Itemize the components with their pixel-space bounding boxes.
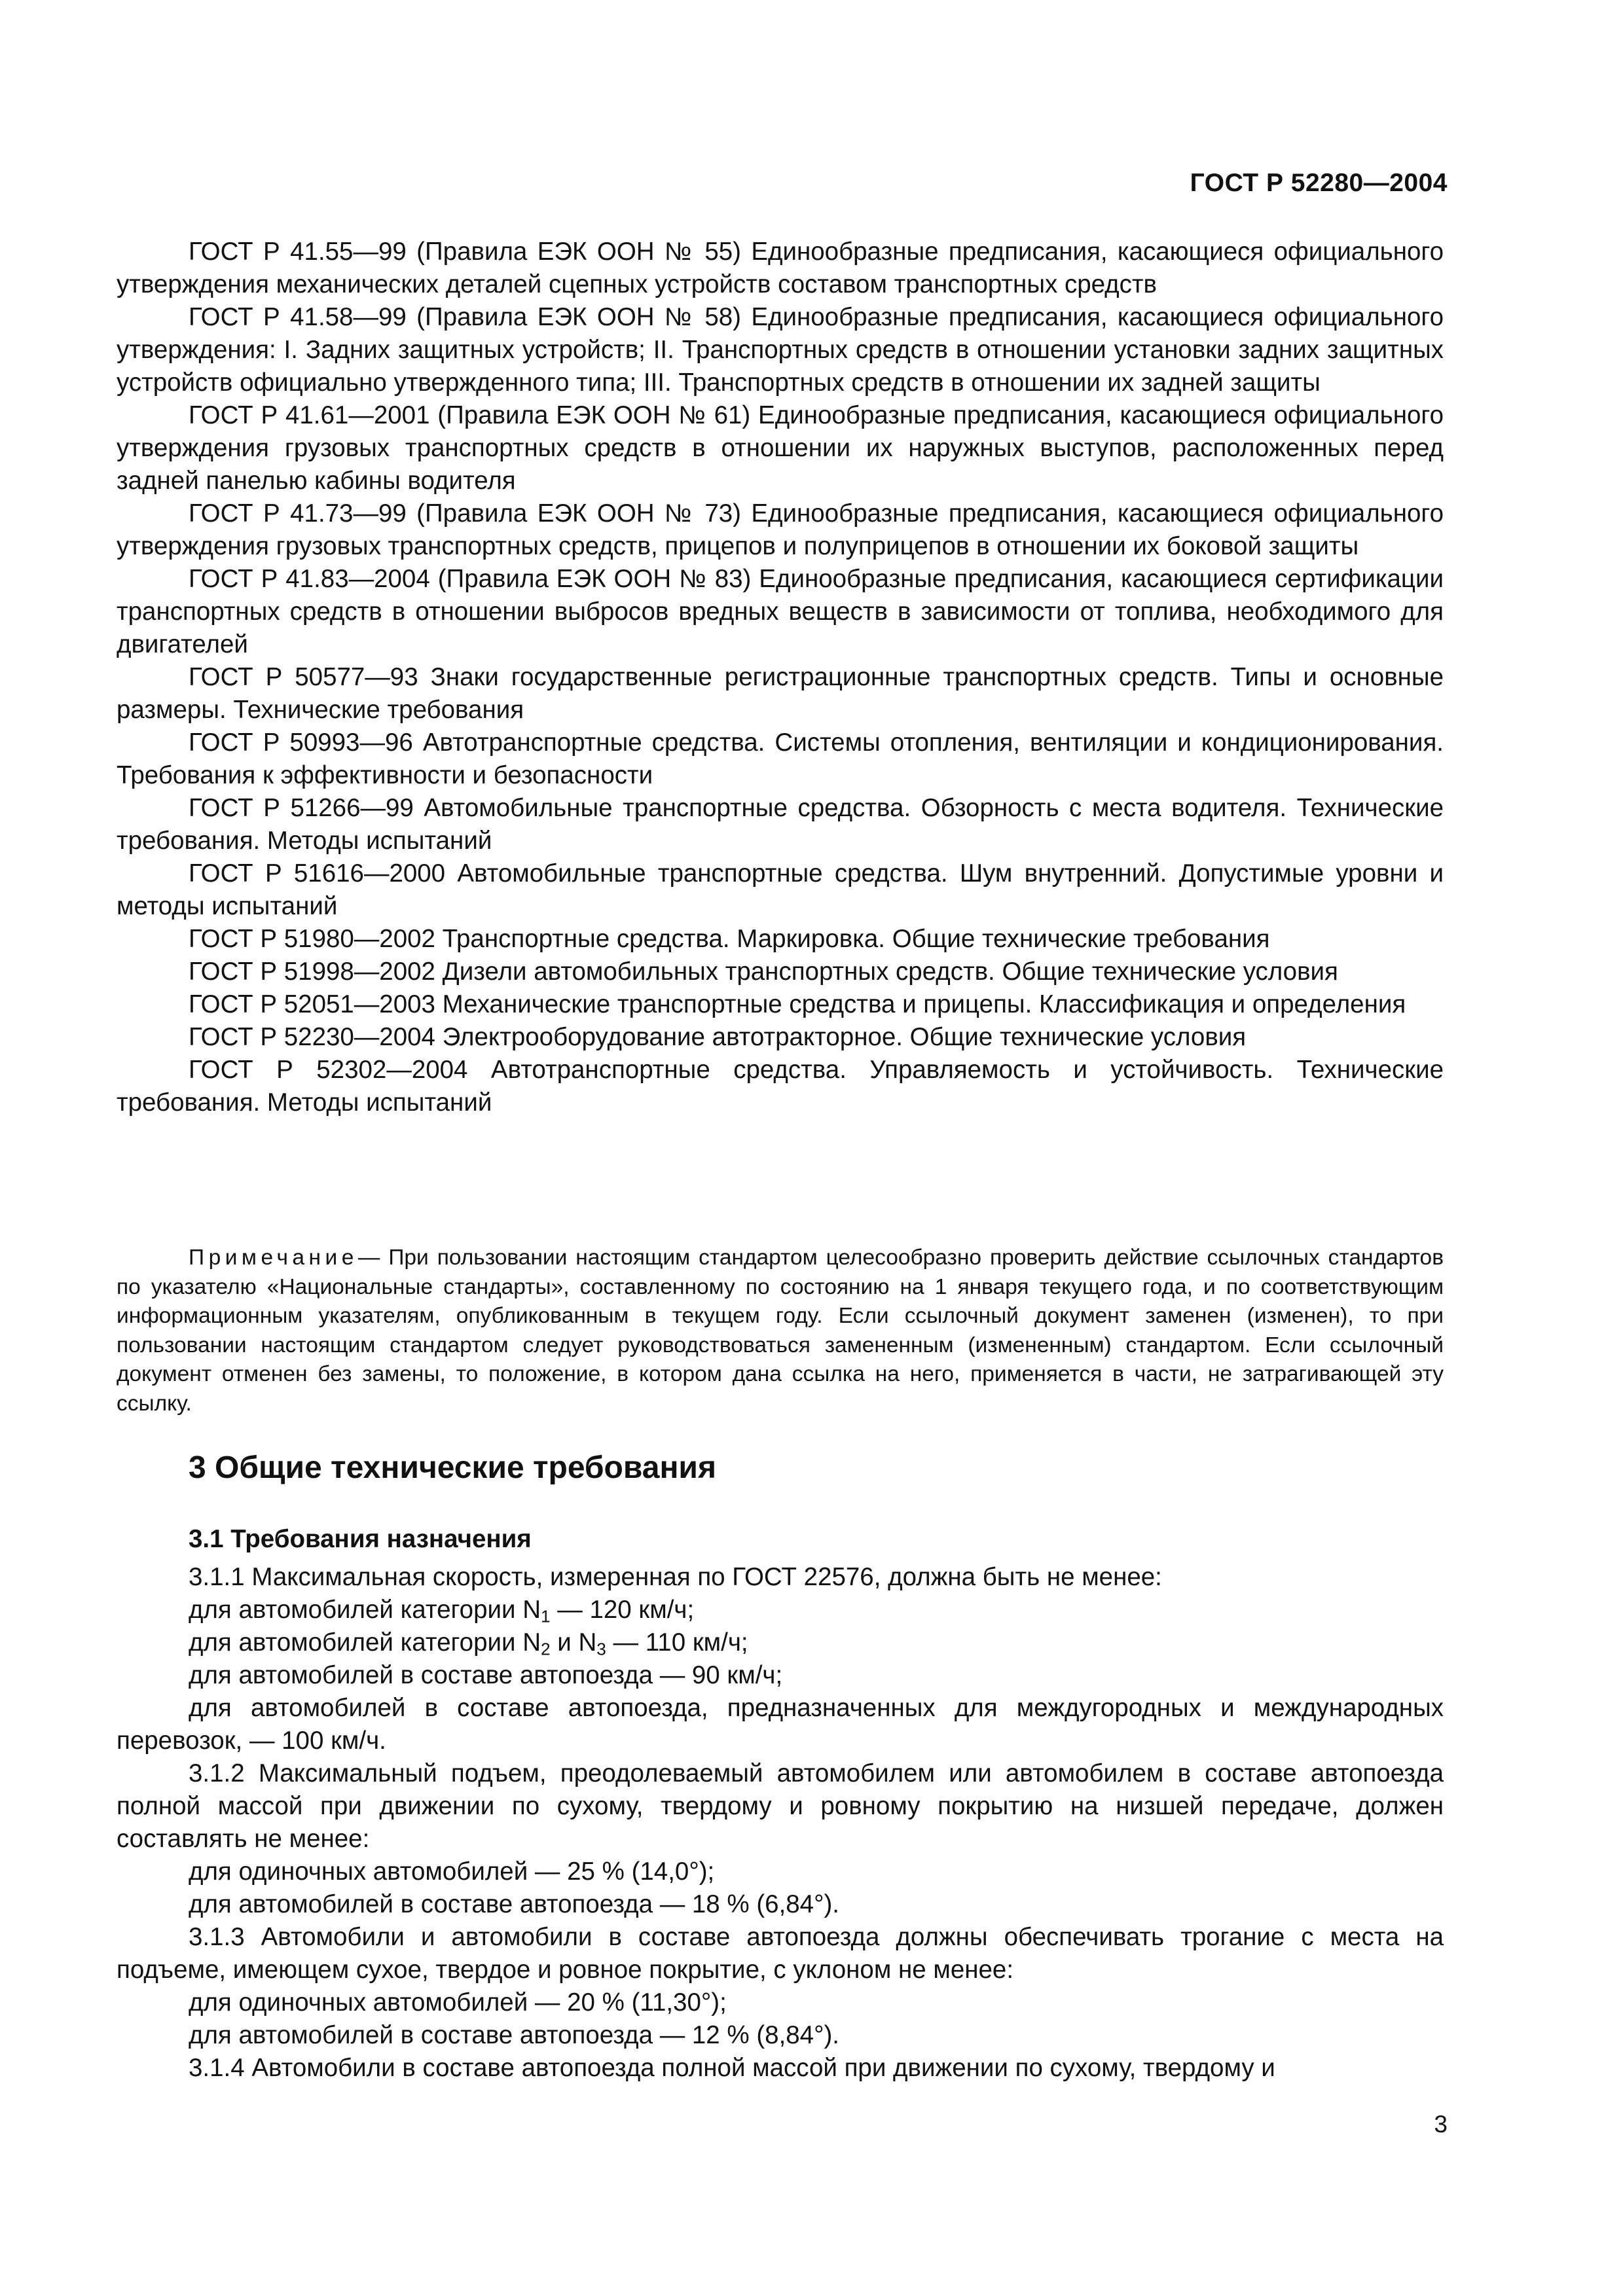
note-label: Примечание <box>189 1246 358 1270</box>
subsection-heading: 3.1 Требования назначения <box>189 1525 532 1553</box>
reference-item: ГОСТ Р 52302—2004 Автотранспортные средства. Управляемость и устойчивость. Технические требования. Методы испытаний <box>117 1056 1444 1117</box>
text-span: для автомобилей категории N <box>189 1628 541 1657</box>
clause-3-1-2: 3.1.2 Максимальный подъем, преодолеваемый автомобилем или автомобилем в составе автопоезда полной массой при движении по сухому, твердому и ровному покрытию на низшей передаче, должен составлять не менее: <box>117 1759 1444 1853</box>
start-requirement-road-train: для автомобилей в составе автопоезда — 12 % (8,84°). <box>189 2021 840 2049</box>
subscript: 3 <box>596 1639 606 1659</box>
speed-requirement-road-train: для автомобилей в составе автопоезда — 90 км/ч; <box>189 1661 783 1689</box>
page-number: 3 <box>1434 2111 1448 2138</box>
references-note <box>117 1244 1444 1418</box>
speed-requirement-intercity: для автомобилей в составе автопоезда, предназначенных для междугородных и международных перевозок, — 100 км/ч. <box>117 1694 1444 1755</box>
reference-item: ГОСТ Р 41.58—99 (Правила ЕЭК ООН № 58) Единообразные предписания, касающиеся официального утверждения: I. Задних защитных устройств; II. Транспортных средств в отношении установки задних защитных устройств официально утвержденного типа; III. Транспортных средств в отношении их задней защиты <box>117 303 1444 397</box>
reference-item: ГОСТ Р 41.55—99 (Правила ЕЭК ООН № 55) Единообразные предписания, касающиеся официального утверждения механических деталей сцепных устройств составом транспортных средств <box>117 238 1444 298</box>
text-span: и N <box>550 1628 597 1657</box>
text-span: для автомобилей категории N <box>189 1596 541 1624</box>
climb-requirement-road-train: для автомобилей в составе автопоезда — 18 % (6,84°). <box>189 1890 840 1918</box>
reference-item: ГОСТ Р 50993—96 Автотранспортные средства. Системы отопления, вентиляции и кондиционирования. Требования к эффективности и безопасности <box>117 728 1444 789</box>
section-body <box>117 1561 1444 2085</box>
reference-item: ГОСТ Р 51980—2002 Транспортные средства. Маркировка. Общие технические требования <box>189 925 1270 953</box>
text-span: — 120 км/ч; <box>550 1596 695 1624</box>
reference-item: ГОСТ Р 50577—93 Знаки государственные регистрационные транспортных средств. Типы и основные размеры. Технические требования <box>117 663 1444 724</box>
reference-item: ГОСТ Р 51998—2002 Дизели автомобильных транспортных средств. Общие технические условия <box>189 958 1338 986</box>
subscript: 2 <box>541 1639 551 1659</box>
text-span: — 110 км/ч; <box>606 1628 748 1657</box>
standard-code-header: ГОСТ Р 52280—2004 <box>1190 169 1448 197</box>
start-requirement-single: для одиночных автомобилей — 20 % (11,30°); <box>189 1988 727 2017</box>
section-heading: 3 Общие технические требования <box>189 1450 716 1485</box>
note-text: — При пользовании настоящим стандартом целесообразно проверить действие ссылочных стандартов по указателю «Национальные стандарты», составленному по состоянию на 1 января текущего года, и по соответствующим информационным указателям, опубликованным в текущем году. Если ссылочный документ заменен (изменен), то при пользовании настоящим стандартом следует руководствоваться замененным (измененным) стандартом. Если ссылочный документ отменен без замены, то положение, в котором дана ссылка на него, применяется в части, не затрагивающей эту ссылку. <box>117 1246 1444 1416</box>
speed-requirement-n1 <box>117 1594 1444 1626</box>
reference-item: ГОСТ Р 41.61—2001 (Правила ЕЭК ООН № 61) Единообразные предписания, касающиеся официального утверждения грузовых транспортных средств в отношении их наружных выступов, расположенных перед задней панелью кабины водителя <box>117 401 1444 495</box>
clause-3-1-3: 3.1.3 Автомобили и автомобили в составе автопоезда должны обеспечивать трогание с места на подъеме, имеющем сухое, твердое и ровное покрытие, с уклоном не менее: <box>117 1923 1444 1984</box>
clause-3-1-4: 3.1.4 Автомобили в составе автопоезда полной массой при движении по сухому, твердому и <box>189 2054 1275 2082</box>
reference-item: ГОСТ Р 41.83—2004 (Правила ЕЭК ООН № 83) Единообразные предписания, касающиеся сертификации транспортных средств в отношении выбросов вредных веществ в зависимости от топлива, необходимого для двигателей <box>117 565 1444 658</box>
reference-item: ГОСТ Р 41.73—99 (Правила ЕЭК ООН № 73) Единообразные предписания, касающиеся официального утверждения грузовых транспортных средств, прицепов и полуприцепов в отношении их боковой защиты <box>117 499 1444 560</box>
reference-item: ГОСТ Р 52051—2003 Механические транспортные средства и прицепы. Классификация и определения <box>189 990 1406 1018</box>
normative-references-list <box>117 236 1444 1119</box>
reference-item: ГОСТ Р 51616—2000 Автомобильные транспортные средства. Шум внутренний. Допустимые уровни и методы испытаний <box>117 859 1444 920</box>
clause-3-1-1: 3.1.1 Максимальная скорость, измеренная по ГОСТ 22576, должна быть не менее: <box>189 1563 1162 1591</box>
speed-requirement-n2-n3 <box>117 1626 1444 1659</box>
reference-item: ГОСТ Р 52230—2004 Электрооборудование автотракторное. Общие технические условия <box>189 1023 1247 1051</box>
subscript: 1 <box>541 1606 551 1626</box>
climb-requirement-single: для одиночных автомобилей — 25 % (14,0°); <box>189 1857 715 1886</box>
reference-item: ГОСТ Р 51266—99 Автомобильные транспортные средства. Обзорность с места водителя. Технические требования. Методы испытаний <box>117 794 1444 855</box>
